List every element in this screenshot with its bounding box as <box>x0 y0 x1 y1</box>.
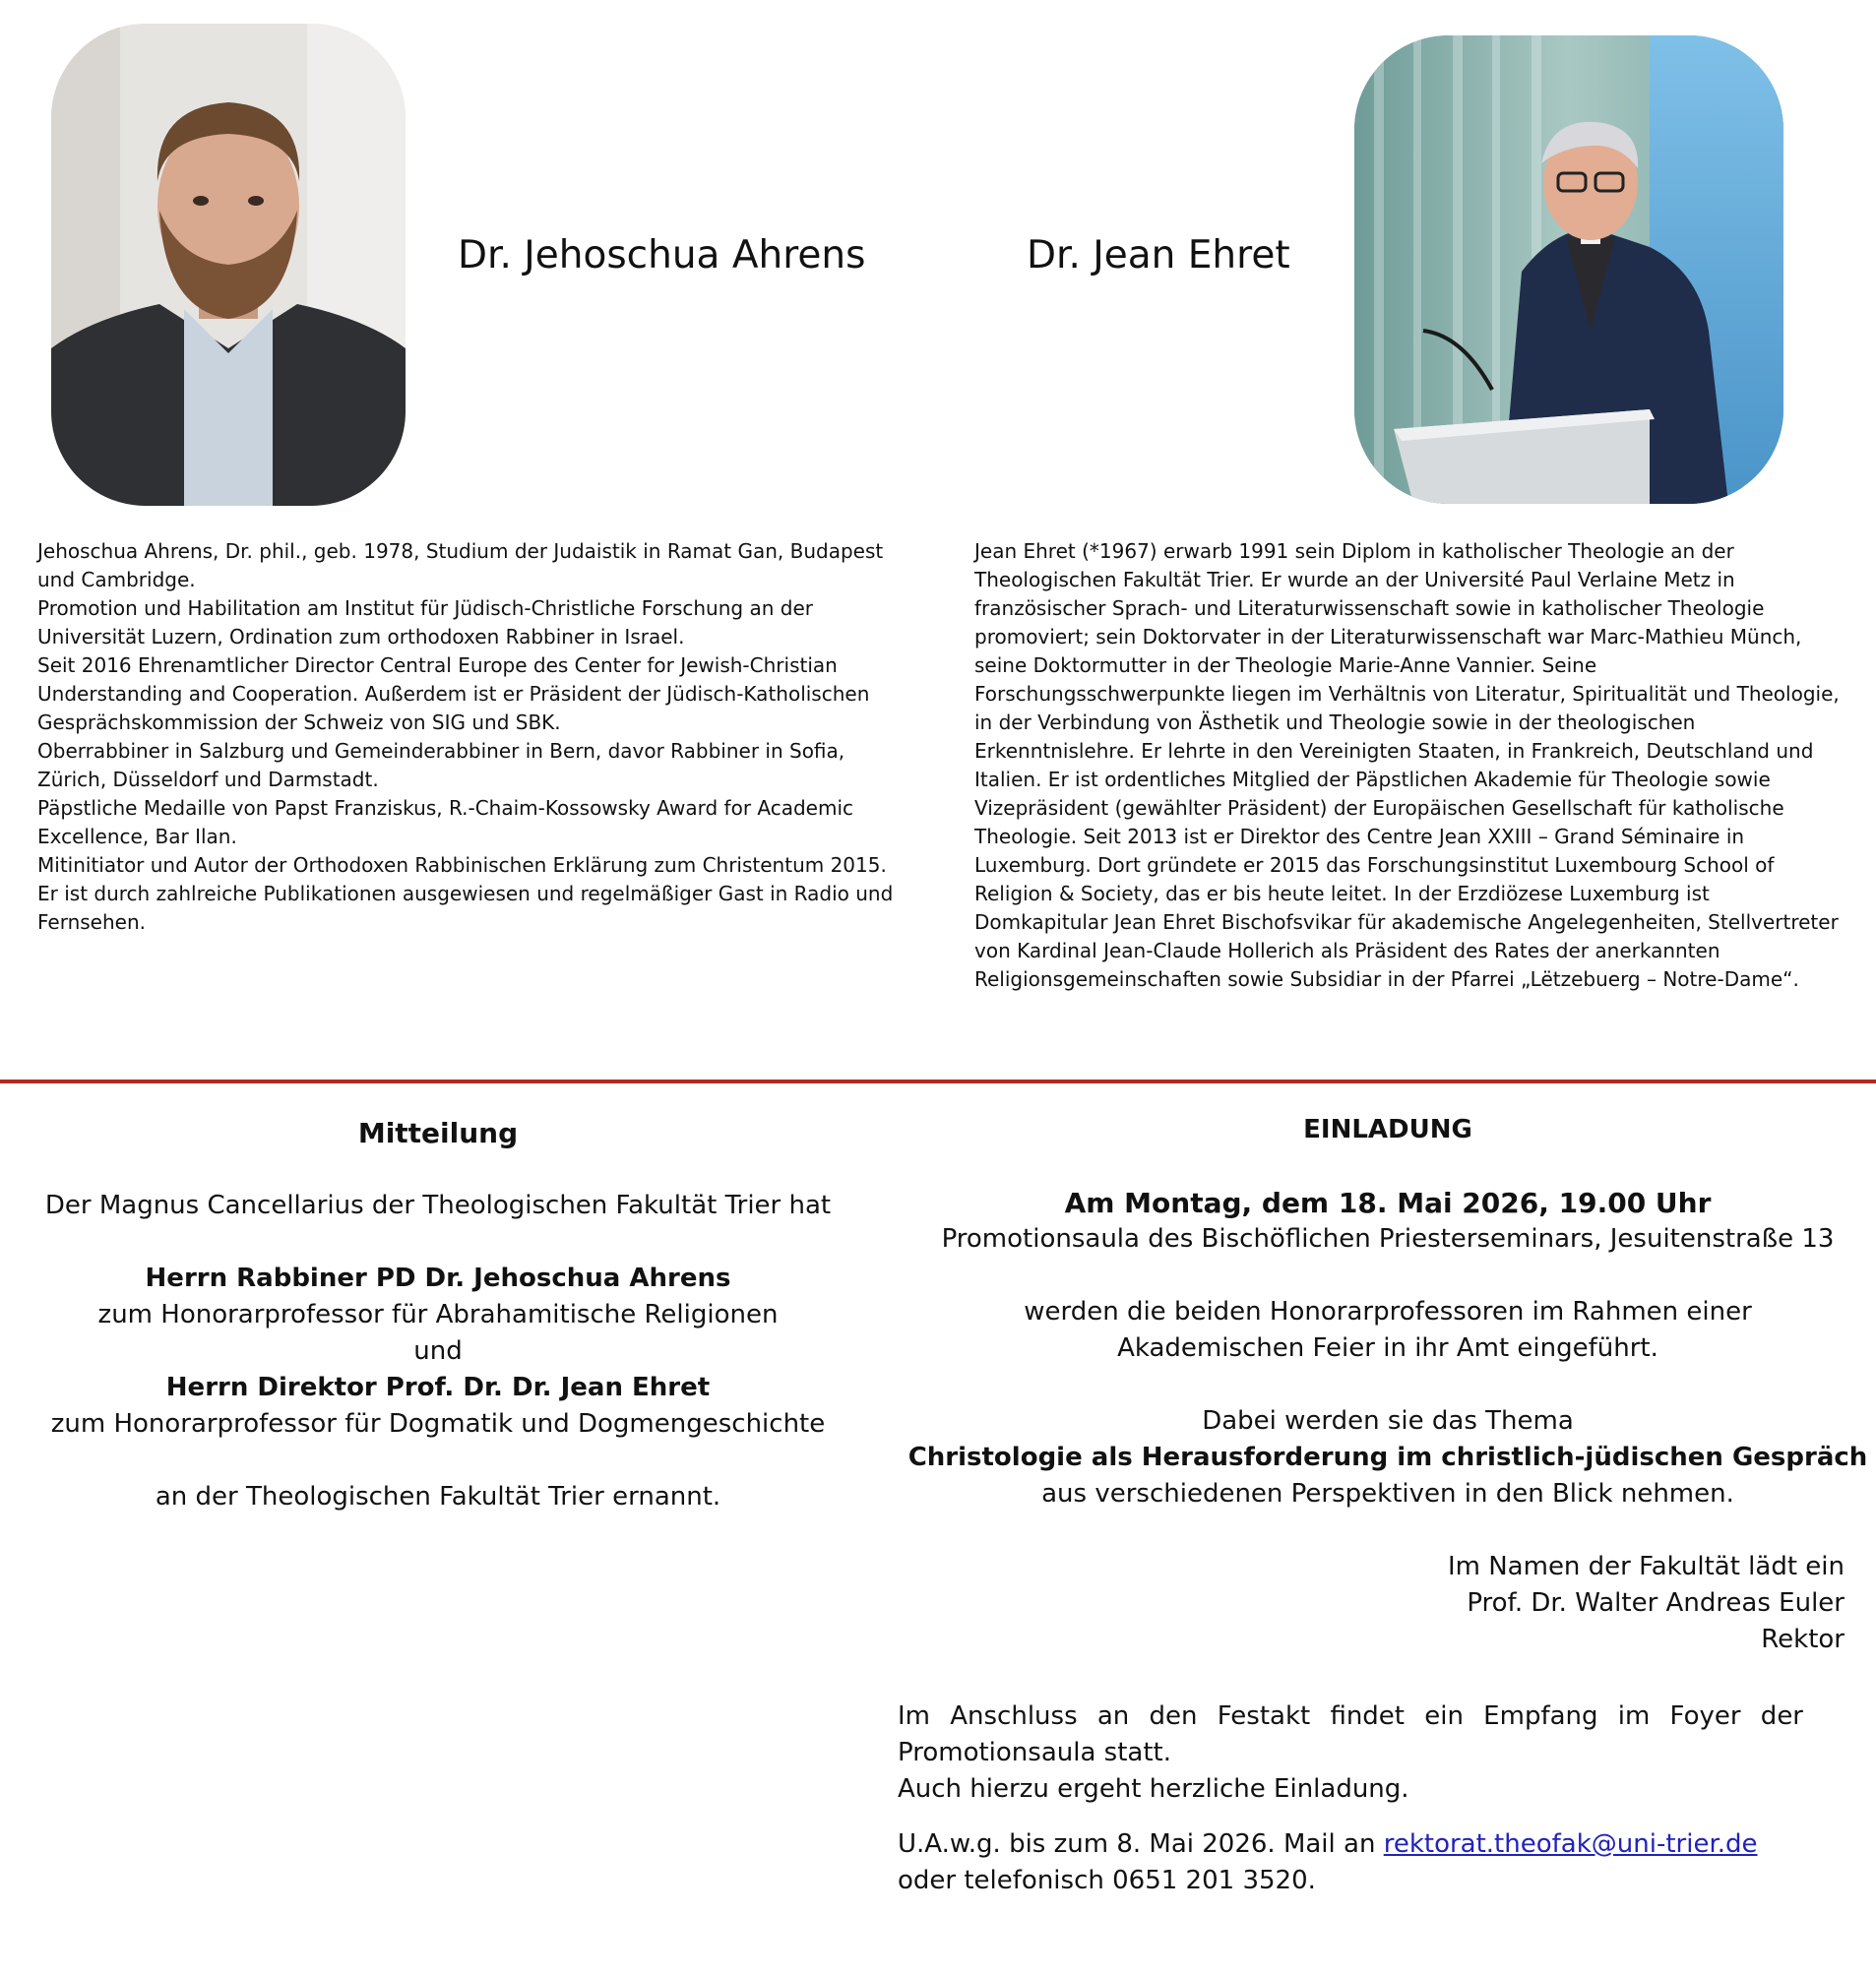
event-text-line: werden die beiden Honorarprofessoren im Rahmen einer <box>1024 1297 1752 1327</box>
portrait-ahrens-image <box>51 24 406 506</box>
theme-intro: Dabei werden sie das Thema <box>1202 1406 1574 1436</box>
mitteilung-intro: Der Magnus Cancellarius der Theologischen Fakultät Trier hat <box>44 1191 832 1220</box>
rsvp-note <box>898 1826 1843 1899</box>
name-ahrens: Dr. Jehoschua Ahrens <box>458 233 866 278</box>
portrait-ehret-image <box>1354 35 1783 504</box>
bio-ahrens <box>37 537 904 937</box>
einladung-section <box>896 1112 1876 1658</box>
bio-ahrens-paragraph: Oberrabbiner in Salzburg und Gemeinderabbiner in Bern, davor Rabbiner in Sofia, Zürich, Düsseldorf und Darmstadt. <box>37 739 845 791</box>
signature-name: Prof. Dr. Walter Andreas Euler <box>1467 1588 1845 1618</box>
bio-ehret <box>974 537 1841 994</box>
rsvp-email-link[interactable]: rektorat.theofak@uni-trier.de <box>1383 1829 1758 1859</box>
bio-ahrens-paragraph: Promotion und Habilitation am Institut für Jüdisch-Christliche Forschung an der Universität Luzern, Ordination zum orthodoxen Rabbiner in Israel. <box>37 596 813 648</box>
event-venue: Promotionsaula des Bischöflichen Priesterseminars, Jesuitenstraße 13 <box>941 1224 1835 1254</box>
appointee-ahrens: Herrn Rabbiner PD Dr. Jehoschua Ahrens <box>145 1264 731 1293</box>
conjunction: und <box>413 1336 463 1366</box>
reception-line: Im Anschluss an den Festakt findet ein Empfang im Foyer der <box>898 1701 1803 1731</box>
reception-note <box>898 1698 1803 1808</box>
bio-ahrens-paragraph: Seit 2016 Ehrenamtlicher Director Central Europe des Center for Jewish-Christian Understanding and Cooperation. Außerdem ist er Präsident der Jüdisch-Katholischen Gesprächskommission der Schweiz von SIG und SBK. <box>37 653 870 734</box>
role-ahrens: zum Honorarprofessor für Abrahamitische Religionen <box>97 1300 779 1329</box>
appointee-ehret: Herrn Direktor Prof. Dr. Dr. Jean Ehret <box>165 1373 711 1402</box>
name-ehret: Dr. Jean Ehret <box>1027 233 1290 278</box>
portrait-ahrens <box>51 24 406 506</box>
theme-outro: aus verschiedenen Perspektiven in den Blick nehmen. <box>1041 1479 1734 1509</box>
theme-title: Christologie als Herausforderung im christlich-jüdischen Gespräch <box>907 1443 1868 1472</box>
bio-ahrens-paragraph: Er ist durch zahlreiche Publikationen ausgewiesen und regelmäßiger Gast in Radio und Fernsehen. <box>37 882 894 934</box>
event-text-line: Akademischen Feier in ihr Amt eingeführt. <box>1117 1333 1658 1363</box>
reception-line: Promotionsaula statt. <box>898 1738 1171 1767</box>
bio-ahrens-paragraph: Jehoschua Ahrens, Dr. phil., geb. 1978, Studium der Judaistik in Ramat Gan, Budapest und Cambridge. <box>37 539 884 591</box>
role-ehret: zum Honorarprofessor für Dogmatik und Dogmengeschichte <box>50 1409 826 1439</box>
bio-ahrens-paragraph: Mitinitiator und Autor der Orthodoxen Rabbinischen Erklärung zum Christentum 2015. <box>37 853 887 877</box>
rsvp-phone: oder telefonisch 0651 201 3520. <box>898 1866 1316 1895</box>
signature-line: Im Namen der Fakultät lädt ein <box>1447 1552 1845 1581</box>
signature-title: Rektor <box>1761 1625 1845 1654</box>
mitteilung-heading: Mitteilung <box>357 1117 519 1149</box>
event-date: Am Montag, dem 18. Mai 2026, 19.00 Uhr <box>1064 1187 1712 1219</box>
section-divider <box>0 1080 1876 1083</box>
portrait-ehret <box>1354 35 1783 504</box>
rsvp-line <box>898 1826 1843 1863</box>
rsvp-prefix: U.A.w.g. bis zum 8. Mai 2026. Mail an <box>898 1829 1376 1859</box>
mitteilung-closing: an der Theologischen Fakultät Trier ernannt. <box>155 1482 721 1512</box>
reception-line: Auch hierzu ergeht herzliche Einladung. <box>898 1774 1409 1804</box>
bio-ehret-paragraph: Jean Ehret (*1967) erwarb 1991 sein Diplom in katholischer Theologie an der Theologischen Fakultät Trier. Er wurde an der Université Paul Verlaine Metz in französischer Sprach- und Literaturwissenschaft sowie in katholischer Theologie promoviert; sein Doktorvater in der Literaturwissenschaft war Marc-Mathieu Münch, seine Doktormutter in der Theologie Marie-Anne Vannier. Seine Forschungsschwerpunkte liegen im Verhältnis von Literatur, Spiritualität und Theologie, in der Verbindung von Ästhetik und Theologie sowie in der theologischen Erkenntnislehre. Er lehrte in den Vereinigten Staaten, in Frankreich, Deutschland und Italien. Er ist ordentliches Mitglied der Päpstlichen Akademie für Theologie sowie Vizepräsident (gewählter Präsident) der Europäischen Gesellschaft für katholische Theologie. Seit 2013 ist er Direktor des Centre Jean XXIII – Grand Séminaire in Luxemburg. Dort gründete er 2015 das Forschungsinstitut Luxembourg School of Religion & Society, das er bis heute leitet. In der Erzdiözese Luxemburg ist Domkapitular Jean Ehret Bischofsvikar für akademische Angelegenheiten, Stellvertreter von Kardinal Jean-Claude Hollerich als Präsident des Rates der anerkannten Religionsgemeinschaften sowie Subsidiar in der Pfarrei „Lëtzebuerg – Notre-Dame“. <box>974 539 1840 991</box>
mitteilung-section <box>0 1115 876 1515</box>
einladung-heading: EINLADUNG <box>1303 1115 1472 1144</box>
bio-ahrens-paragraph: Päpstliche Medaille von Papst Franziskus, R.-Chaim-Kossowsky Award for Academic Excellence, Bar Ilan. <box>37 796 854 848</box>
